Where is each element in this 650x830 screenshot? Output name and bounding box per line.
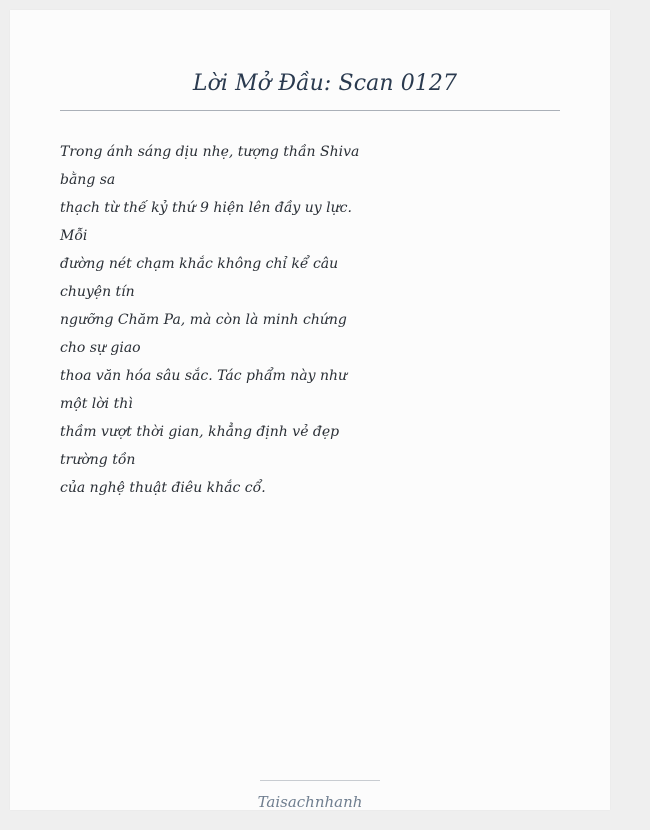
body-line: ngưỡng Chăm Pa, mà còn là minh chứng cho sự giao <box>60 312 347 356</box>
title-divider <box>60 110 560 111</box>
body-line: đường nét chạm khắc không chỉ kể câu chuyện tín <box>60 256 339 300</box>
body-line: của nghệ thuật điêu khắc cổ. <box>60 480 266 496</box>
footer-divider <box>260 780 380 781</box>
body-line: thầm vượt thời gian, khẳng định vẻ đẹp trường tồn <box>60 424 340 468</box>
body-text <box>60 138 360 502</box>
body-line: thạch từ thế kỷ thứ 9 hiện lên đầy uy lực. Mỗi <box>60 200 352 244</box>
body-line: Trong ánh sáng dịu nhẹ, tượng thần Shiva bằng sa <box>60 144 360 188</box>
footer-brand: Taisachnhanh <box>257 793 363 811</box>
body-line: thoa văn hóa sâu sắc. Tác phẩm này như một lời thì <box>60 368 348 412</box>
page-title: Lời Mở Đầu: Scan 0127 <box>192 71 458 96</box>
